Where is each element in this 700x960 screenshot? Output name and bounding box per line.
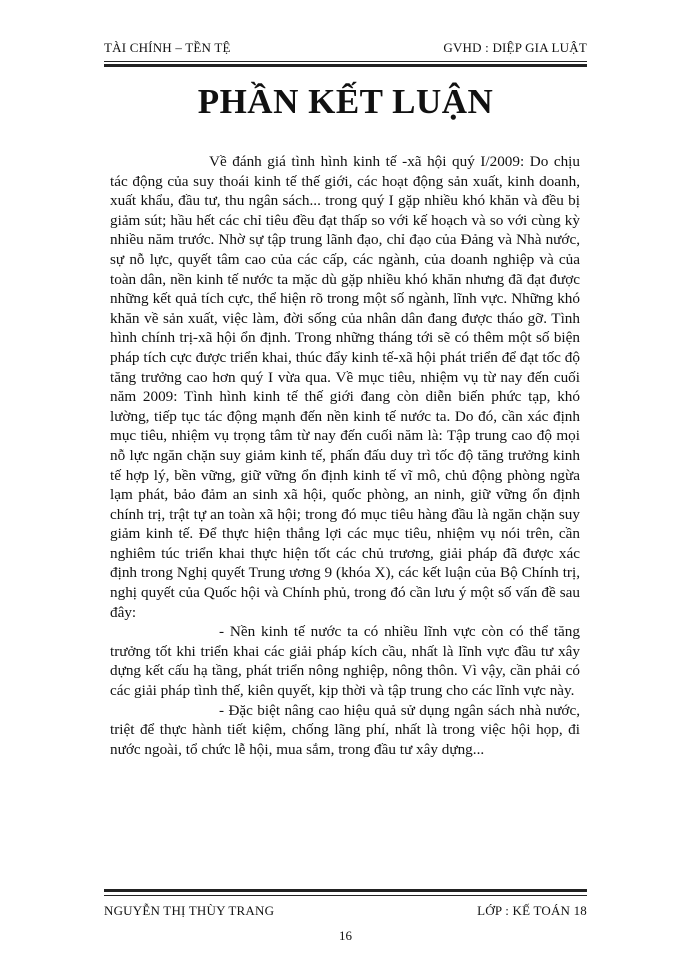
- header-subject: TÀI CHÍNH – TỀN TỆ: [104, 40, 231, 55]
- header-supervisor: GVHD : DIỆP GIA LUẬT: [443, 40, 587, 55]
- footer-author: NGUYỄN THỊ THÙY TRANG: [104, 903, 275, 918]
- page-header: [104, 40, 587, 58]
- header-rule-thick: [104, 64, 587, 67]
- page-title: PHẦN KẾT LUẬN: [197, 82, 494, 121]
- page-footer: [104, 903, 587, 921]
- header-rule-thin: [104, 61, 587, 62]
- footer-class: LỚP : KẾ TOÁN 18: [477, 903, 587, 918]
- page-number: 16: [339, 928, 352, 943]
- body-text: [110, 152, 580, 759]
- paragraph-bullet-1: - Nền kinh tế nước ta có nhiều lĩnh vực còn có thể tăng trưởng tốt khi triển khai các giải pháp kích cầu, nhất là lĩnh vực đầu tư xây dựng kết cấu hạ tầng, phát triển nông nghiệp, nông thôn. Vì vậy, cần phải có các giải pháp tình thế, kiên quyết, kịp thời và tập trung cho các lĩnh vực này.: [110, 623, 580, 700]
- paragraph-main: Về đánh giá tình hình kinh tế -xã hội quý I/2009: Do chịu tác động của suy thoái kinh tế thế giới, các hoạt động sản xuất, kinh doanh, xuất khẩu, đầu tư, thu ngân sách... trong quý I gặp nhiều khó khăn và đều bị giảm sút; hầu hết các chỉ tiêu đều đạt thấp so với kế hoạch và so với cùng kỳ nhiều năm trước. Nhờ sự tập trung lãnh đạo, chỉ đạo của Đảng và Nhà nước, sự nỗ lực, quyết tâm cao của các cấp, các ngành, của doanh nghiệp và của toàn dân, nền kinh tế nước ta mặc dù gặp nhiều khó khăn nhưng đã đạt được những kết quả tích cực, thể hiện rõ trong một số ngành, lĩnh vực. Những khó khăn về sản xuất, việc làm, đời sống của nhân dân đang được tháo gỡ. Tình hình chính trị-xã hội ổn định. Trong những tháng tới sẽ có thêm một số biện pháp tích cực được triển khai, thúc đẩy kinh tế-xã hội phát triển để đạt tốc độ tăng trưởng cao hơn quý I vừa qua. Về mục tiêu, nhiệm vụ từ nay đến cuối năm 2009: Tình hình kinh tế thế giới đang còn diễn biến phức tạp, khó lường, tiếp tục tác động mạnh đến nền kinh tế nước ta. Do đó, cần xác định mục tiêu, nhiệm vụ trọng tâm từ nay đến cuối năm là: Tập trung cao độ mọi nỗ lực ngăn chặn suy giảm kinh tế, phấn đấu duy trì tốc độ tăng trưởng kinh tế hợp lý, bền vững, giữ vững ổn định kinh tế vĩ mô, chủ động phòng ngừa lạm phát, bảo đảm an sinh xã hội, quốc phòng, an ninh, giữ vững ổn định chính trị, trật tự an toàn xã hội; trong đó mục tiêu hàng đầu là ngăn chặn suy giảm kinh tế. Để thực hiện thắng lợi các mục tiêu, nhiệm vụ nói trên, cần nghiêm túc triển khai thực hiện tốt các chủ trương, giải pháp đã được xác định trong Nghị quyết Trung ương 9 (khóa X), các kết luận của Bộ Chính trị, nghị quyết của Quốc hội và Chính phủ, trong đó cần lưu ý một số vấn đề sau đây:: [110, 153, 580, 621]
- paragraph-bullet-2: - Đặc biệt nâng cao hiệu quả sử dụng ngân sách nhà nước, triệt để thực hành tiết kiệm, chống lãng phí, nhất là trong việc hội họp, đi nước ngoài, tổ chức lễ hội, mua sắm, trong đầu tư xây dựng...: [110, 701, 580, 758]
- footer-rule-thick: [104, 889, 587, 892]
- footer-rule-thin: [104, 895, 587, 896]
